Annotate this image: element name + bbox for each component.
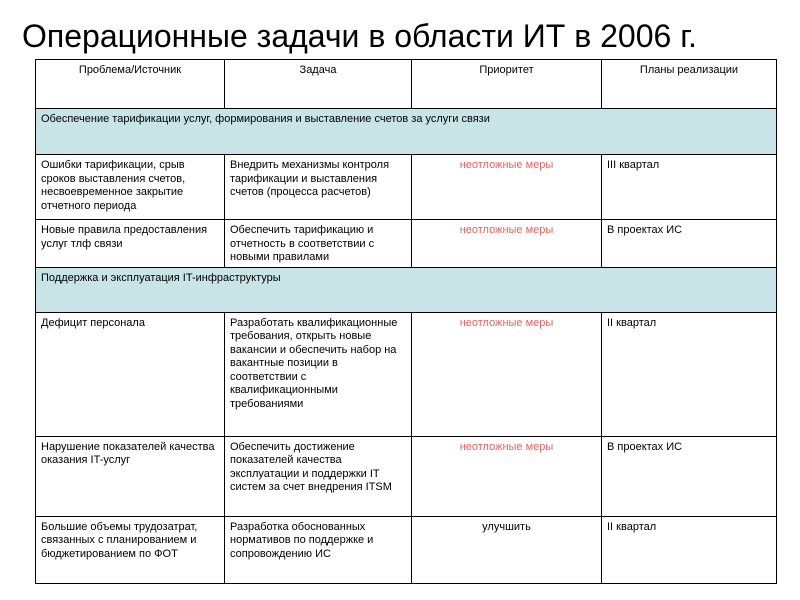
header-problem: Проблема/Источник [36, 60, 225, 109]
header-plan: Планы реализации [602, 60, 777, 109]
header-task: Задача [225, 60, 412, 109]
task-cell: Разработка обоснованных нормативов по поддержке и сопровождению ИС [225, 516, 412, 583]
section-title: Поддержка и эксплуатация IT-инфраструктуры [36, 267, 777, 312]
problem-cell: Большие объемы трудозатрат, связанных с планированием и бюджетированием по ФОТ [36, 516, 225, 583]
section-row [36, 267, 777, 312]
header-priority: Приоритет [412, 60, 602, 109]
priority-cell: неотложные меры [412, 312, 602, 436]
task-cell: Обеспечить достижение показателей качества эксплуатации и поддержки IT систем за счет внедрения ITSM [225, 436, 412, 516]
task-cell: Обеспечить тарификацию и отчетность в соответствии с новыми правилами [225, 220, 412, 268]
page-title: Операционные задачи в области ИТ в 2006 г. [22, 18, 697, 54]
plan-cell: III квартал [602, 155, 777, 220]
priority-cell: неотложные меры [412, 155, 602, 220]
header-row [36, 60, 777, 109]
problem-cell: Новые правила предоставления услуг тлф связи [36, 220, 225, 268]
problem-cell: Дефицит персонала [36, 312, 225, 436]
table-row [36, 220, 777, 268]
section-title: Обеспечение тарификации услуг, формирования и выставление счетов за услуги связи [36, 109, 777, 155]
table-row [36, 155, 777, 220]
priority-cell: улучшить [412, 516, 602, 583]
table-row [36, 312, 777, 436]
problem-cell: Нарушение показателей качества оказания IT-услуг [36, 436, 225, 516]
plan-cell: В проектах ИС [602, 436, 777, 516]
problem-cell: Ошибки тарификации, срыв сроков выставления счетов, несвоевременное закрытие отчетного периода [36, 155, 225, 220]
task-cell: Разработать квалификационные требования, открыть новые вакансии и обеспечить набор на вакантные позиции в соответствии с квалификационными требованиями [225, 312, 412, 436]
table-row [36, 436, 777, 516]
task-cell: Внедрить механизмы контроля тарификации и выставления счетов (процесса расчетов) [225, 155, 412, 220]
plan-cell: II квартал [602, 516, 777, 583]
priority-cell: неотложные меры [412, 436, 602, 516]
plan-cell: II квартал [602, 312, 777, 436]
section-row [36, 109, 777, 155]
plan-cell: В проектах ИС [602, 220, 777, 268]
table-row [36, 516, 777, 583]
tasks-table [35, 59, 777, 584]
priority-cell: неотложные меры [412, 220, 602, 268]
